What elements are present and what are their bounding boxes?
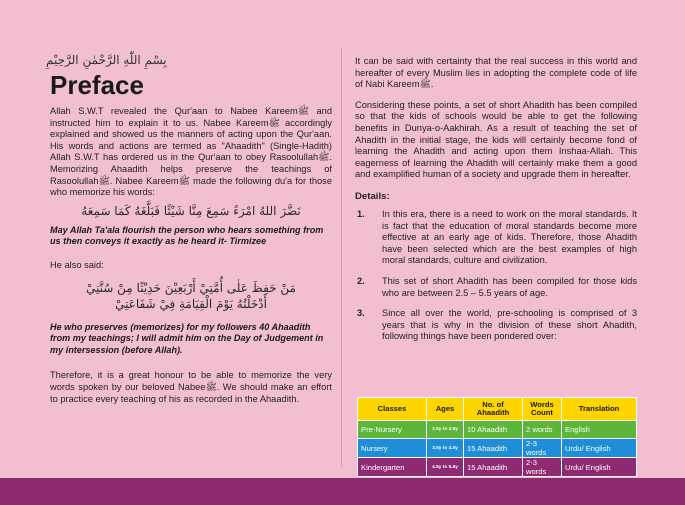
- cell-words: 2-3 words: [523, 439, 562, 458]
- success-paragraph: It can be said with certainty that the real success in this world and hereafter of every Muslim lies in adopting the complete code of life of Nabi Kareemﷺ.: [355, 56, 637, 90]
- cell-translation: English: [562, 421, 637, 439]
- detail-item-3: [355, 308, 637, 343]
- header-words-count: Words Count: [523, 398, 562, 421]
- table-header-row: [358, 398, 637, 421]
- detail-text: This set of short Ahadith has been compiled for those kids who are between 2.5 – 5.5 years of age.: [382, 275, 637, 298]
- bismillah-calligraphy: بِسْمِ اللّٰهِ الرَّحْمٰنِ الرَّحِيْمِ: [46, 53, 167, 67]
- cell-age: 2.5y to 3.5y: [427, 421, 464, 439]
- header-ages: Ages: [427, 398, 464, 421]
- cell-ahaadith: 10 Ahaadith: [464, 421, 523, 439]
- header-classes: Classes: [358, 398, 427, 421]
- detail-text: In this era, there is a need to work on the moral standards. It is fact that the education of moral standards become more effective at an early age of kids. Therefore, those Ahadith have been selected which are the best examples of high moral standards, culture and civilization.: [382, 208, 637, 266]
- also-said-text: He also said:: [50, 259, 104, 270]
- right-column: [355, 56, 637, 343]
- bottom-bar: [0, 478, 685, 505]
- detail-text: Since all over the world, pre-schooling is comprised of 3 years that is why in the division of these short Ahadith, following things have been pondered over:: [382, 308, 637, 342]
- arabic-dua-1: نَضَّرَ اللهُ امْرَءً سَمِعَ مِنَّا شَيْئًا فَبَلَّغَهُ كَمَا سَمِعَهُ: [81, 203, 301, 218]
- arabic-hadith-2-line-1: مَنْ حَفِظَ عَلٰى أُمَّتِيْ أَرْبَعِيْنَ حَدِيْثًا مِنْ سُنَّتِيْ: [86, 280, 296, 295]
- table-row: [358, 439, 637, 458]
- details-heading: Details:: [355, 190, 390, 202]
- left-column: [46, 50, 333, 405]
- column-divider: [341, 48, 342, 466]
- table-row: [358, 458, 637, 477]
- header-ahaadith: No. of Ahaadith: [464, 398, 523, 421]
- header-translation: Translation: [562, 398, 637, 421]
- table-row: [358, 421, 637, 439]
- cell-class: Kindergarten: [358, 458, 427, 477]
- classes-table: [357, 397, 637, 477]
- cell-age: 3.5y to 4.5y: [427, 439, 464, 458]
- closing-paragraph: Therefore, it is a great honour to be able to memorize the very words spoken by our beloved Nabeeﷺ. We should make an effort to practice every teaching of his as recorded in the Ahaadith.: [50, 370, 332, 404]
- cell-class: Nursery: [358, 439, 427, 458]
- detail-item-2: [355, 276, 637, 299]
- considering-paragraph: Considering these points, a set of short Ahadith has been compiled so that the kids of schools would be able to get the following benefits in Dunya-o-Aakhirah. As a result of teaching the set of Ahadith in the initial stage, the kids will certainly become fond of learning the Ahadith and acting upon them Inshaa-Allah. This eagerness of learning the Ahadith will certainly make them a good and examplified human of a society and upgrade them in hereafter.: [355, 99, 637, 180]
- detail-number: 3.: [357, 308, 365, 319]
- translation-2: He who preserves (memorizes) for my followers 40 Ahaadith from my teachings; I will admit him on the Day of Judgement in my intersession (before Allah).: [50, 321, 324, 355]
- cell-translation: Urdu/ English: [562, 458, 637, 477]
- cell-class: Pre-Nursery: [358, 421, 427, 439]
- detail-item-1: [355, 209, 637, 267]
- translation-1: May Allah Ta'ala flourish the person who hears something from us then conveys it exactly as he heard it- Tirmizee: [50, 224, 324, 247]
- cell-ahaadith: 15 Ahaadith: [464, 439, 523, 458]
- detail-number: 1.: [357, 208, 365, 219]
- cell-ahaadith: 15 Ahaadith: [464, 458, 523, 477]
- detail-number: 2.: [357, 275, 365, 286]
- cell-translation: Urdu/ English: [562, 439, 637, 458]
- page-title: Preface: [50, 70, 144, 100]
- cell-age: 4.5y to 5.5y: [427, 458, 464, 477]
- arabic-hadith-2-line-2: أَدْخَلْتُهُ يَوْمَ الْقِيَامَةِ فِيْ شَفَاعَتِيْ: [115, 296, 267, 311]
- cell-words: 2 words: [523, 421, 562, 439]
- intro-paragraph: Allah S.W.T revealed the Qur'aan to Nabee Kareemﷺ and instructed him to explain it to us. Nabee Kareemﷺ accordingly explained and showed us the manners of acting upon the Qur'aan. His words and actions are termed as "Ahaadith" (Single-Hadith) Allah S.W.T has ordered us in the Qur'aan to obey Rasoolullahﷺ. Memorizing Ahaadith helps preserve the teachings of Rasoolullahﷺ. Nabee Kareemﷺ made the following du'a for those who memorize his words:: [50, 106, 333, 198]
- cell-words: 2-3 words: [523, 458, 562, 477]
